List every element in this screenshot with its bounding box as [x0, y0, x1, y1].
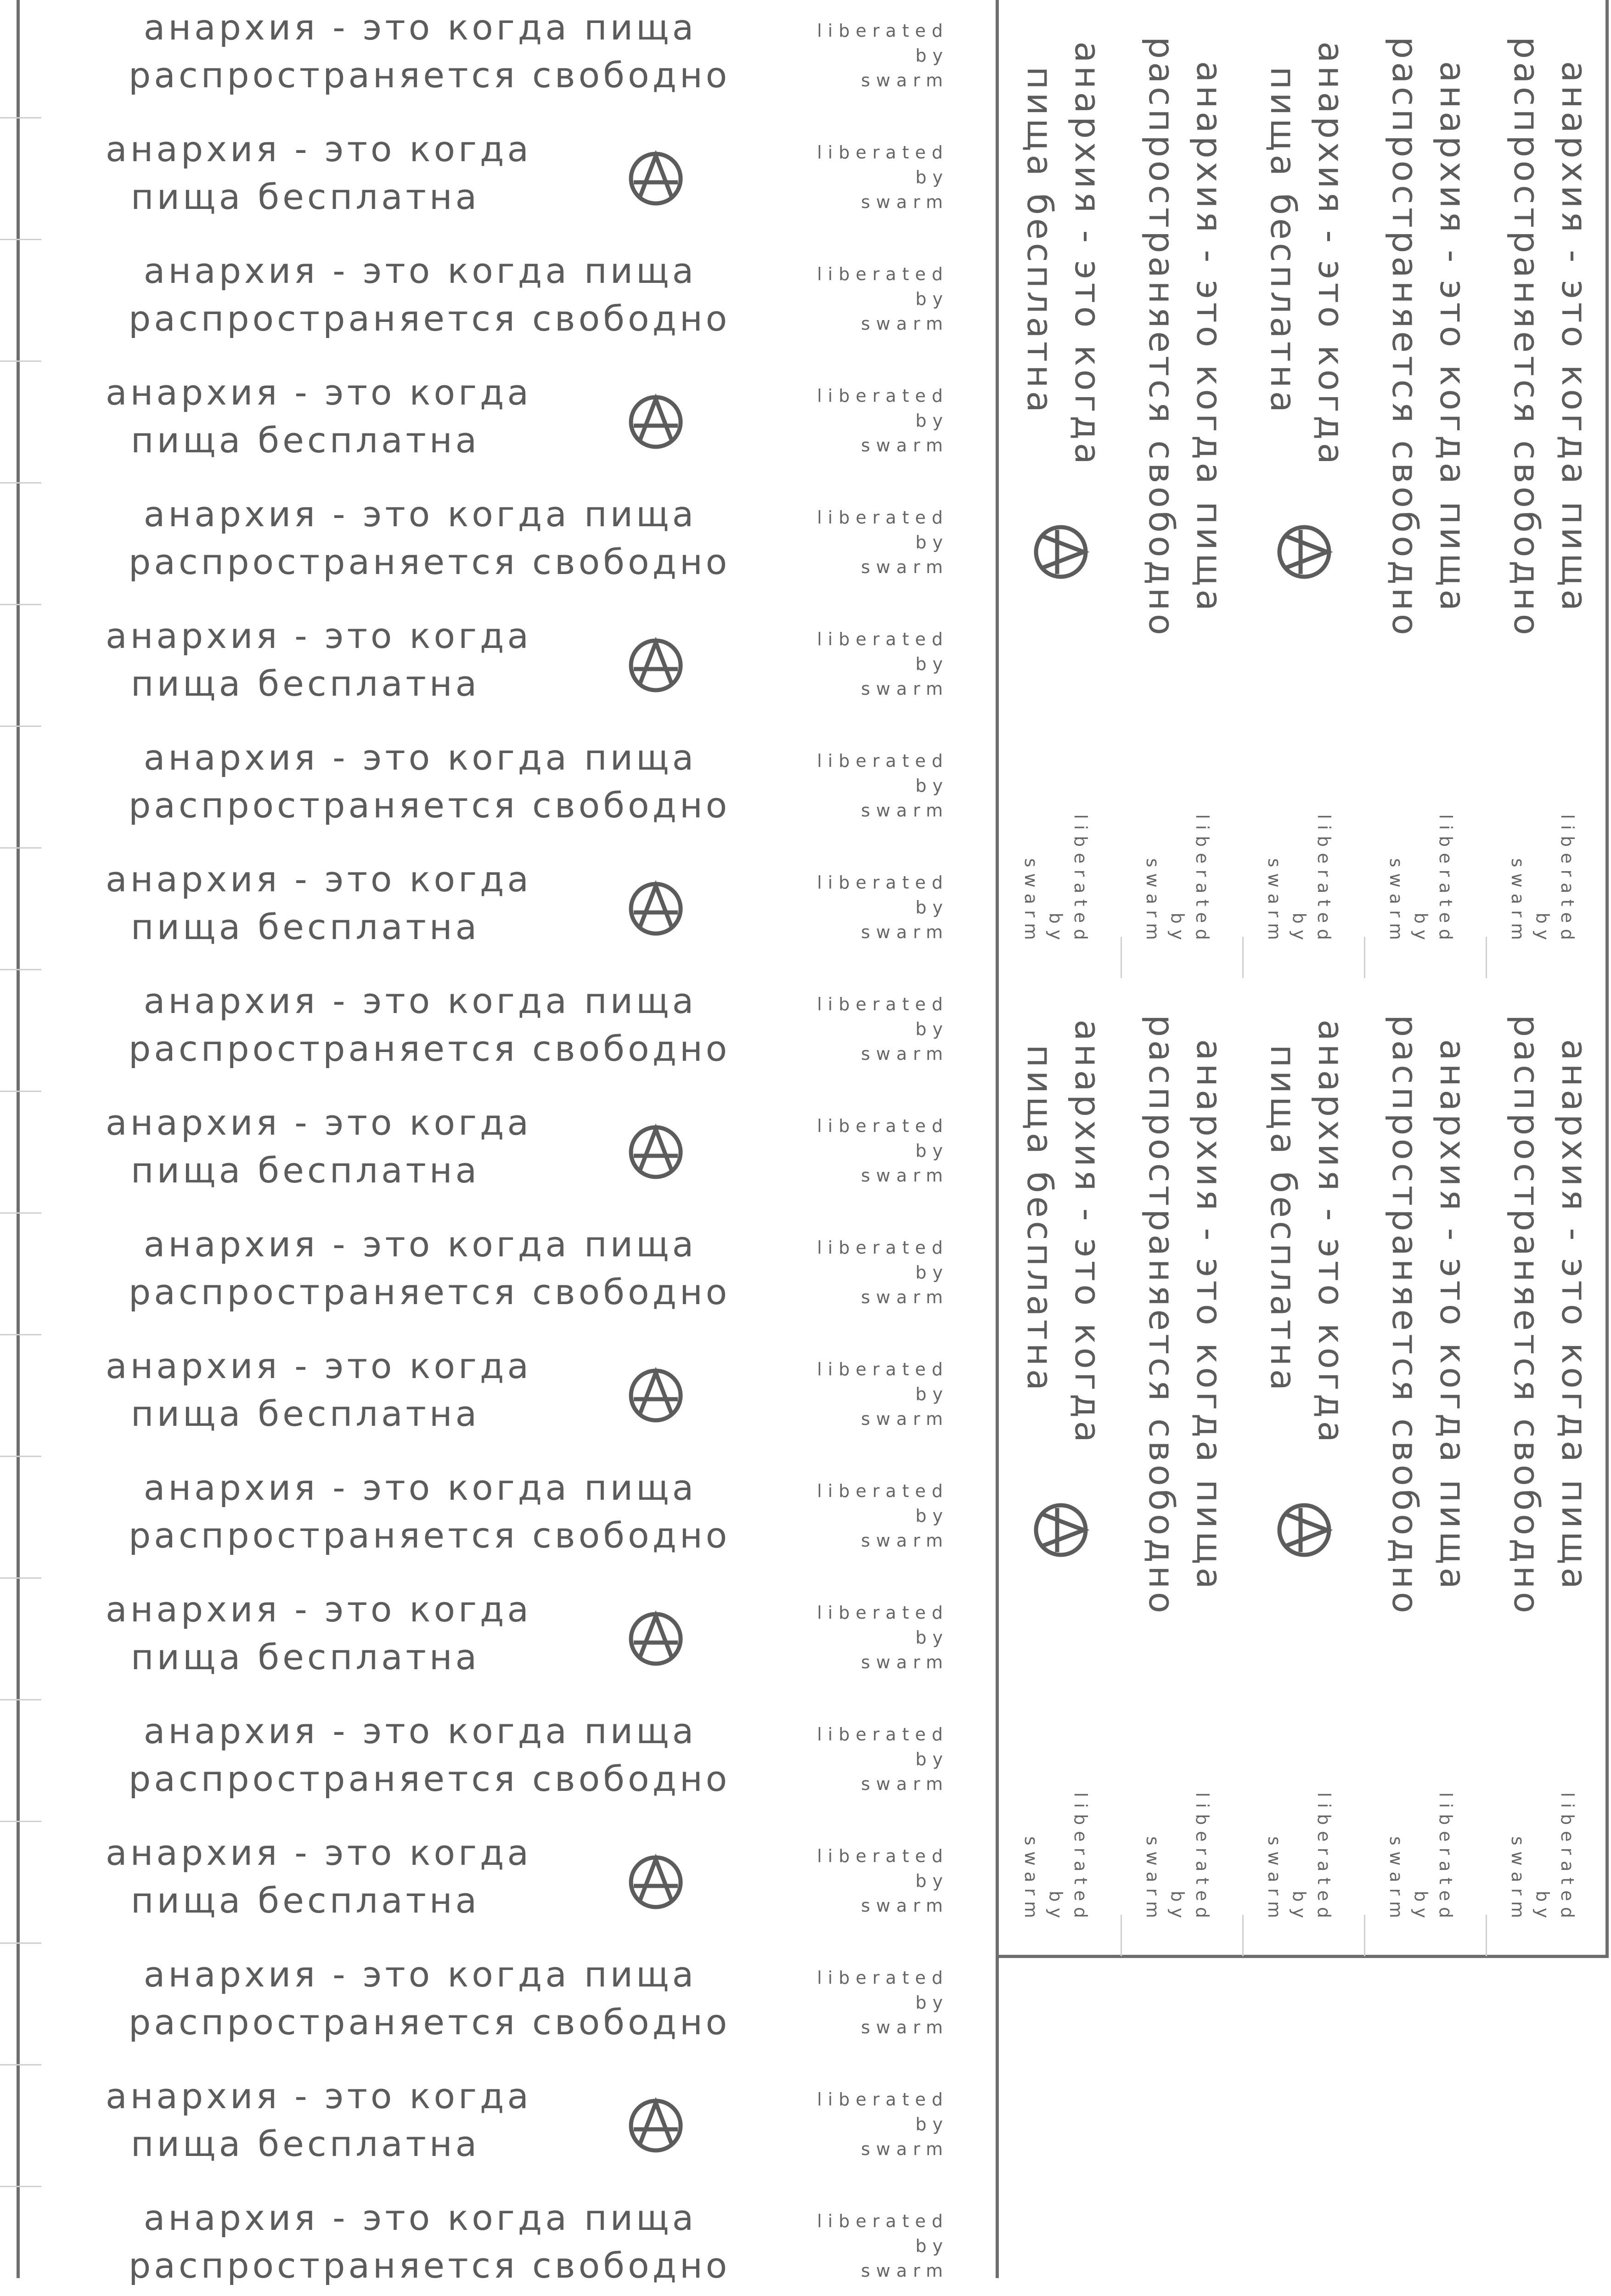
- slogan-line-1: анархия - это когда пища: [143, 250, 697, 291]
- slogan-line-2: пища бесплатна: [130, 420, 480, 461]
- cut-tick: [0, 482, 41, 484]
- slogan-line-2: распространяется свободно: [1141, 1014, 1182, 1617]
- credit-line3: swarm: [861, 2261, 949, 2281]
- slogan-line-2: распространяется свободно: [129, 1272, 731, 1312]
- slogan-line-2: распространяется свободно: [129, 55, 731, 96]
- credit-line3: swarm: [1143, 858, 1163, 946]
- credit-line1: liberated: [1557, 814, 1577, 946]
- credit-line1: liberated: [1070, 814, 1091, 946]
- slogan-line-1: анархия - это когда: [106, 2076, 532, 2116]
- credit-line3: swarm: [1508, 1836, 1528, 1924]
- credit-line3: swarm: [1508, 858, 1528, 946]
- sticker-strip-long: [0, 1698, 987, 1820]
- credit-line3: swarm: [861, 1044, 949, 1064]
- credit-line1: liberated: [817, 751, 949, 771]
- credit-text: [817, 2087, 949, 2161]
- slogan-text: [1503, 32, 1598, 643]
- credit-line1: liberated: [817, 1724, 949, 1745]
- credit-line2: by: [915, 1384, 949, 1404]
- cut-tick: [0, 1334, 41, 1335]
- credit-line3: swarm: [861, 1652, 949, 1672]
- slogan-line-2: распространяется свободно: [1141, 36, 1182, 639]
- slogan-line-1: анархия - это когда пища: [1432, 61, 1473, 614]
- credit-line2: by: [915, 45, 949, 66]
- slogan-line-2: распространяется свободно: [1385, 36, 1425, 639]
- vertical-sticker-strip-long: [1121, 0, 1242, 974]
- slogan-line-1: анархия - это когда пища: [143, 1954, 697, 1995]
- anarchy-icon: [627, 2097, 684, 2154]
- slogan-line-1: анархия - это когда пища: [143, 1711, 697, 1751]
- cut-tick: [0, 2186, 41, 2187]
- sticker-strip-short: [0, 1333, 987, 1455]
- sticker-strip-short: [0, 360, 987, 481]
- slogan-line-1: анархия - это когда: [106, 129, 532, 169]
- credit-line1: liberated: [817, 1481, 949, 1501]
- slogan-line-2: распространяется свободно: [129, 541, 731, 582]
- slogan-text: [1381, 1010, 1476, 1621]
- credit-text: [817, 748, 949, 823]
- credit-text: [1019, 1777, 1093, 1924]
- cut-tick: [0, 1091, 41, 1092]
- slogan-line-2: пища бесплатна: [130, 906, 480, 947]
- slogan-text: [129, 1951, 731, 2046]
- credit-line2: by: [915, 289, 949, 309]
- credit-line3: swarm: [1264, 858, 1284, 946]
- credit-line2: by: [1046, 912, 1066, 946]
- slogan-text: [1259, 41, 1355, 467]
- credit-text: [817, 1844, 949, 1918]
- slogan-line-2: распространяется свободно: [129, 1028, 731, 1069]
- slogan-text: [1381, 32, 1476, 643]
- credit-line3: swarm: [861, 800, 949, 821]
- slogan-line-1: анархия - это когда: [106, 1589, 532, 1630]
- credit-line3: swarm: [861, 1531, 949, 1551]
- credit-line3: swarm: [861, 192, 949, 212]
- credit-line2: by: [915, 1141, 949, 1161]
- sticker-strip-short: [0, 1576, 987, 1698]
- credit-line2: by: [1167, 1891, 1188, 1924]
- sticker-strip-short: [0, 2063, 987, 2185]
- credit-line1: liberated: [817, 1238, 949, 1258]
- anarchy-icon: [1032, 523, 1089, 580]
- sticker-strip-long: [0, 1211, 987, 1333]
- cut-tick: [0, 1456, 41, 1457]
- credit-text: [817, 992, 949, 1066]
- credit-line3: swarm: [861, 1774, 949, 1794]
- credit-line2: by: [1411, 1891, 1431, 1924]
- credit-line2: by: [915, 1019, 949, 1039]
- credit-text: [817, 1722, 949, 1796]
- slogan-line-1: анархия - это когда пища: [143, 980, 697, 1021]
- slogan-line-1: анархия - это когда пища: [143, 7, 697, 48]
- credit-line1: liberated: [817, 21, 949, 41]
- slogan-text: [129, 490, 731, 586]
- slogan-text: [129, 1221, 731, 1316]
- credit-text: [1140, 799, 1215, 946]
- slogan-text: [129, 1464, 731, 1559]
- slogan-line-1: анархия - это когда пища: [1554, 1039, 1595, 1593]
- credit-line3: swarm: [861, 557, 949, 577]
- sticker-strip-long: [0, 481, 987, 603]
- slogan-line-1: анархия - это когда пища: [1189, 61, 1230, 614]
- credit-line1: liberated: [817, 2211, 949, 2231]
- cut-tick: [1121, 937, 1122, 978]
- credit-line1: liberated: [817, 264, 949, 284]
- credit-line2: by: [915, 1262, 949, 1283]
- cut-tick: [0, 1577, 41, 1579]
- credit-text: [1262, 799, 1336, 946]
- credit-line2: by: [915, 1871, 949, 1891]
- slogan-line-1: анархия - это когда пища: [1189, 1039, 1230, 1593]
- slogan-text: [129, 247, 731, 343]
- slogan-line-2: пища бесплатна: [130, 1150, 480, 1191]
- credit-line1: liberated: [1192, 814, 1212, 946]
- sticker-strip-long: [0, 1941, 987, 2063]
- credit-text: [1019, 799, 1093, 946]
- anarchy-icon: [1032, 1502, 1089, 1559]
- credit-line3: swarm: [861, 314, 949, 334]
- slogan-line-1: анархия - это когда пища: [143, 494, 697, 535]
- credit-line2: by: [915, 2114, 949, 2134]
- slogan-text: [106, 125, 532, 221]
- credit-line1: liberated: [817, 386, 949, 406]
- credit-line3: swarm: [861, 2017, 949, 2037]
- cut-tick: [1364, 937, 1365, 978]
- credit-line2: by: [1289, 912, 1309, 946]
- slogan-line-2: распространяется свободно: [1506, 36, 1547, 639]
- credit-line1: liberated: [1557, 1792, 1577, 1924]
- credit-line3: swarm: [861, 679, 949, 699]
- credit-line2: by: [915, 2236, 949, 2256]
- anarchy-icon: [627, 1610, 684, 1667]
- slogan-text: [106, 1099, 532, 1194]
- cut-tick: [0, 604, 41, 605]
- slogan-line-2: пища бесплатна: [130, 1880, 480, 1921]
- credit-line3: swarm: [1021, 1836, 1041, 1924]
- slogan-line-1: анархия - это когда: [106, 859, 532, 900]
- sticker-strip-short: [0, 846, 987, 968]
- cut-tick: [0, 1821, 41, 1822]
- anarchy-icon: [1276, 1502, 1333, 1559]
- credit-line3: swarm: [861, 922, 949, 942]
- anarchy-icon: [627, 1367, 684, 1424]
- slogan-text: [1138, 32, 1233, 643]
- credit-line1: liberated: [817, 1116, 949, 1136]
- credit-text: [1140, 1777, 1215, 1924]
- slogan-line-1: анархия - это когда: [106, 1345, 532, 1386]
- cut-tick: [0, 239, 41, 240]
- right-sticker-block-bottom: [999, 978, 1605, 1956]
- credit-text: [817, 262, 949, 336]
- credit-line2: by: [915, 1992, 949, 2013]
- credit-line3: swarm: [861, 2139, 949, 2159]
- credit-line1: liberated: [817, 994, 949, 1014]
- slogan-line-1: анархия - это когда пища: [143, 2197, 697, 2238]
- slogan-text: [106, 369, 532, 464]
- slogan-text: [129, 4, 731, 99]
- anarchy-icon: [627, 880, 684, 937]
- slogan-line-2: пища бесплатна: [130, 1637, 480, 1677]
- sticker-strip-short: [0, 1090, 987, 1211]
- vertical-sticker-strip-long: [1121, 978, 1242, 1952]
- credit-line3: swarm: [1021, 858, 1041, 946]
- credit-line1: liberated: [817, 507, 949, 528]
- slogan-line-1: анархия - это когда: [1067, 41, 1108, 467]
- slogan-text: [106, 1829, 532, 1925]
- credit-line2: by: [915, 167, 949, 187]
- vertical-sticker-strip-long: [1364, 978, 1486, 1952]
- middle-cut-border: [996, 0, 999, 2278]
- slogan-text: [1016, 1019, 1111, 1446]
- vertical-sticker-strip-long: [1364, 0, 1486, 974]
- credit-text: [817, 870, 949, 945]
- slogan-line-1: анархия - это когда: [106, 1832, 532, 1873]
- credit-line2: by: [915, 1627, 949, 1648]
- cut-tick: [1364, 1915, 1365, 1956]
- slogan-line-1: анархия - это когда пища: [143, 1467, 697, 1508]
- slogan-line-2: пища бесплатна: [1020, 66, 1060, 416]
- credit-text: [1505, 1777, 1580, 1924]
- anarchy-icon: [627, 1124, 684, 1181]
- slogan-text: [106, 1586, 532, 1681]
- credit-line1: liberated: [817, 1359, 949, 1379]
- credit-line3: swarm: [861, 435, 949, 456]
- credit-line2: by: [915, 1506, 949, 1526]
- slogan-text: [129, 734, 731, 829]
- sticker-strip-short: [0, 116, 987, 238]
- cut-tick: [1486, 937, 1487, 978]
- cut-tick: [1486, 1915, 1487, 1956]
- credit-text: [817, 2209, 949, 2283]
- cut-tick: [0, 1699, 41, 1700]
- slogan-line-2: пища бесплатна: [130, 1393, 480, 1434]
- cut-tick: [0, 726, 41, 727]
- credit-line3: swarm: [861, 70, 949, 90]
- vertical-sticker-strip-short: [999, 978, 1121, 1952]
- credit-line2: by: [915, 411, 949, 431]
- sticker-strip-long: [0, 2185, 987, 2296]
- slogan-line-2: пища бесплатна: [130, 663, 480, 704]
- credit-text: [817, 1965, 949, 2040]
- vertical-sticker-strip-short: [1242, 0, 1364, 974]
- slogan-line-2: пища бесплатна: [1020, 1044, 1060, 1394]
- slogan-line-2: пища бесплатна: [1263, 1044, 1304, 1394]
- cut-tick: [1242, 1915, 1244, 1956]
- slogan-line-2: пища бесплатна: [130, 176, 480, 217]
- credit-line3: swarm: [1386, 1836, 1406, 1924]
- slogan-text: [106, 612, 532, 708]
- slogan-line-1: анархия - это когда: [1311, 1019, 1352, 1446]
- vertical-sticker-strip-short: [999, 0, 1121, 974]
- anarchy-icon: [627, 150, 684, 207]
- slogan-text: [1016, 41, 1111, 467]
- cut-tick: [0, 1942, 41, 1944]
- slogan-text: [106, 1342, 532, 1438]
- slogan-line-2: распространяется свободно: [1506, 1014, 1547, 1617]
- credit-line2: by: [1167, 912, 1188, 946]
- cut-tick: [0, 847, 41, 849]
- slogan-text: [1138, 1010, 1233, 1621]
- sticker-strip-long: [0, 968, 987, 1090]
- credit-line1: liberated: [817, 142, 949, 163]
- cut-tick: [1242, 937, 1244, 978]
- sticker-strip-long: [0, 0, 987, 116]
- slogan-line-1: анархия - это когда: [106, 615, 532, 656]
- credit-line2: by: [915, 532, 949, 552]
- slogan-line-2: распространяется свободно: [129, 2002, 731, 2043]
- credit-text: [817, 1235, 949, 1310]
- slogan-text: [129, 1707, 731, 1803]
- slogan-line-1: анархия - это когда: [1067, 1019, 1108, 1446]
- credit-text: [817, 383, 949, 458]
- cut-tick: [0, 117, 41, 118]
- credit-line3: swarm: [861, 1165, 949, 1186]
- credit-line1: liberated: [817, 1603, 949, 1623]
- slogan-line-2: распространяется свободно: [129, 1515, 731, 1556]
- credit-line1: liberated: [817, 1846, 949, 1866]
- credit-line1: liberated: [1192, 1792, 1212, 1924]
- credit-text: [1384, 1777, 1458, 1924]
- sticker-strip-long: [0, 238, 987, 360]
- slogan-line-1: анархия - это когда: [1311, 41, 1352, 467]
- credit-line3: swarm: [861, 1287, 949, 1307]
- slogan-text: [106, 855, 532, 951]
- sticker-strip-short: [0, 603, 987, 725]
- slogan-line-2: распространяется свободно: [129, 2245, 731, 2286]
- slogan-line-1: анархия - это когда: [106, 1102, 532, 1143]
- slogan-line-2: пища бесплатна: [130, 2123, 480, 2164]
- slogan-text: [129, 977, 731, 1073]
- credit-text: [817, 1479, 949, 1553]
- credit-line1: liberated: [1436, 1792, 1456, 1924]
- credit-line2: by: [915, 897, 949, 917]
- sticker-strip-long: [0, 725, 987, 846]
- anarchy-icon: [1276, 523, 1333, 580]
- credit-line1: liberated: [817, 2089, 949, 2110]
- slogan-line-1: анархия - это когда пища: [143, 737, 697, 778]
- credit-line2: by: [915, 654, 949, 674]
- slogan-line-2: распространяется свободно: [1385, 1014, 1425, 1617]
- cut-tick: [1121, 1915, 1122, 1956]
- anarchy-icon: [627, 394, 684, 450]
- anarchy-icon: [627, 637, 684, 694]
- credit-text: [817, 18, 949, 93]
- credit-text: [817, 1357, 949, 1431]
- slogan-text: [1259, 1019, 1355, 1446]
- credit-line3: swarm: [861, 1409, 949, 1429]
- slogan-text: [129, 2194, 731, 2290]
- credit-line2: by: [1411, 912, 1431, 946]
- credit-text: [1505, 799, 1580, 946]
- credit-line1: liberated: [1436, 814, 1456, 946]
- credit-text: [817, 140, 949, 214]
- credit-line1: liberated: [817, 629, 949, 649]
- slogan-line-2: распространяется свободно: [129, 1758, 731, 1799]
- credit-line2: by: [915, 776, 949, 796]
- credit-line3: swarm: [861, 1896, 949, 1916]
- slogan-text: [1503, 1010, 1598, 1621]
- credit-text: [1262, 1777, 1336, 1924]
- sticker-strip-short: [0, 1820, 987, 1941]
- credit-line1: liberated: [817, 872, 949, 893]
- slogan-line-2: пища бесплатна: [1263, 66, 1304, 416]
- sticker-strip-long: [0, 1455, 987, 1576]
- credit-text: [817, 1600, 949, 1675]
- credit-line2: by: [1532, 912, 1553, 946]
- slogan-line-1: анархия - это когда пища: [143, 1224, 697, 1265]
- credit-text: [1384, 799, 1458, 946]
- vertical-sticker-strip-short: [1242, 978, 1364, 1952]
- slogan-line-2: распространяется свободно: [129, 785, 731, 826]
- cut-tick: [0, 1212, 41, 1214]
- slogan-line-1: анархия - это когда пища: [1432, 1039, 1473, 1593]
- credit-line2: by: [1532, 1891, 1553, 1924]
- credit-line3: swarm: [1143, 1836, 1163, 1924]
- credit-line3: swarm: [1386, 858, 1406, 946]
- right-sticker-block-top: [999, 0, 1605, 978]
- cut-tick: [0, 969, 41, 970]
- credit-text: [817, 1114, 949, 1188]
- anarchy-icon: [627, 1854, 684, 1911]
- slogan-line-1: анархия - это когда пища: [1554, 61, 1595, 614]
- credit-line2: by: [1046, 1891, 1066, 1924]
- credit-line1: liberated: [817, 1968, 949, 1988]
- vertical-sticker-strip-long: [1486, 0, 1607, 974]
- vertical-sticker-strip-long: [1486, 978, 1607, 1952]
- cut-tick: [0, 360, 41, 362]
- credit-line1: liberated: [1314, 814, 1334, 946]
- credit-line3: swarm: [1264, 1836, 1284, 1924]
- credit-line2: by: [1289, 1891, 1309, 1924]
- slogan-line-2: распространяется свободно: [129, 298, 731, 339]
- cut-tick: [0, 2064, 41, 2065]
- credit-text: [817, 627, 949, 701]
- slogan-text: [106, 2072, 532, 2168]
- credit-line2: by: [915, 1749, 949, 1769]
- credit-line1: liberated: [1070, 1792, 1091, 1924]
- credit-text: [817, 505, 949, 580]
- credit-line1: liberated: [1314, 1792, 1334, 1924]
- slogan-line-1: анархия - это когда: [106, 372, 532, 413]
